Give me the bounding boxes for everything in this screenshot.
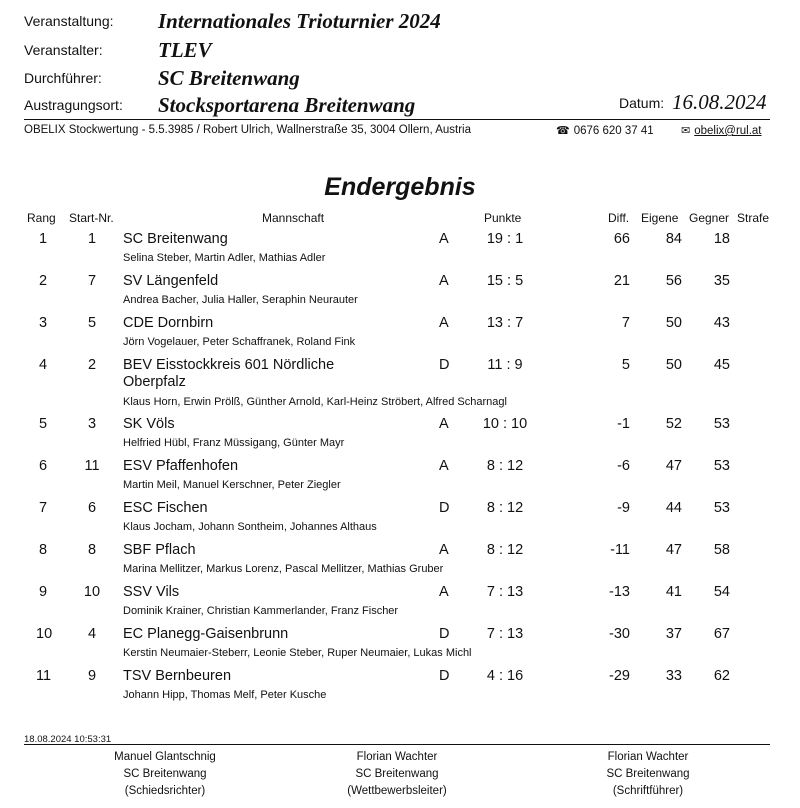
official-competition-manager: [302, 749, 492, 800]
phone-icon: ☎: [556, 125, 570, 137]
team-name-line2: Oberpfalz: [123, 374, 186, 390]
diff-cell: 21: [613, 273, 630, 289]
team-name: SBF Pflach: [123, 542, 196, 558]
start-cell: 3: [87, 416, 97, 432]
phone-contact: [556, 124, 654, 137]
start-cell: 8: [87, 542, 97, 558]
own-cell: 50: [665, 315, 682, 331]
software-info: OBELIX Stockwertung - 5.5.3985 / Robert Ulrich, Wallnerstraße 35, 3004 Ollern, Austria: [24, 124, 472, 136]
players-cell: Klaus Jocham, Johann Sontheim, Johannes Althaus: [123, 521, 377, 533]
points-cell: 7 : 13: [486, 626, 524, 642]
official-role: (Wettbewerbsleiter): [347, 785, 447, 797]
players-cell: Johann Hipp, Thomas Melf, Peter Kusche: [123, 689, 327, 701]
group-cell: D: [439, 668, 450, 684]
own-cell: 33: [665, 668, 682, 684]
page-title: Endergebnis: [324, 173, 476, 201]
group-cell: A: [439, 231, 449, 247]
points-cell: 19 : 1: [486, 231, 524, 247]
points-cell: 13 : 7: [486, 315, 524, 331]
points-cell: 11 : 9: [487, 357, 523, 373]
diff-cell: 5: [621, 357, 630, 373]
official-role: (Schiedsrichter): [124, 785, 206, 797]
group-cell: D: [439, 626, 450, 642]
print-timestamp: 18.08.2024 10:53:31: [24, 734, 112, 745]
players-cell: Klaus Horn, Erwin Prölß, Günther Arnold, Karl-Heinz Ströbert, Alfred Scharnagl: [123, 396, 507, 408]
start-cell: 5: [87, 315, 97, 331]
diff-cell: -6: [617, 458, 630, 474]
phone-number: 0676 620 37 41: [573, 125, 654, 137]
envelope-icon: ✉: [681, 125, 691, 137]
diff-cell: -30: [609, 626, 630, 642]
players-cell: Jörn Vogelauer, Peter Schaffranek, Roland Fink: [123, 336, 356, 348]
col-penalty: Strafe: [737, 211, 770, 225]
email-link[interactable]: obelix@rul.at: [694, 125, 762, 137]
start-cell: 11: [84, 458, 100, 474]
date-label: Datum:: [619, 95, 665, 111]
col-team: Mannschaft: [262, 211, 325, 225]
start-cell: 2: [87, 357, 97, 373]
rank-cell: 10: [36, 626, 53, 642]
executor-label: Durchführer:: [24, 70, 102, 86]
own-cell: 56: [665, 273, 682, 289]
rank-cell: 9: [38, 584, 48, 600]
start-cell: 9: [87, 668, 97, 684]
players-cell: Marina Mellitzer, Markus Lorenz, Pascal Mellitzer, Mathias Gruber: [123, 563, 444, 575]
diff-cell: -11: [610, 542, 630, 558]
start-cell: 4: [87, 626, 97, 642]
own-cell: 52: [665, 416, 682, 432]
organizer-name: TLEV: [158, 38, 212, 62]
rank-cell: 2: [38, 273, 48, 289]
own-cell: 47: [665, 542, 682, 558]
col-own: Eigene: [641, 211, 679, 225]
rank-cell: 5: [38, 416, 48, 432]
points-cell: 15 : 5: [486, 273, 524, 289]
team-name: CDE Dornbirn: [123, 315, 214, 331]
own-cell: 47: [665, 458, 682, 474]
event-name: Internationales Trioturnier 2024: [158, 9, 441, 33]
diff-cell: -29: [609, 668, 630, 684]
opp-cell: 53: [713, 416, 730, 432]
team-name: SK Völs: [123, 416, 175, 432]
footer-rule: [24, 744, 770, 745]
email-contact: [681, 124, 762, 137]
team-name: SC Breitenwang: [123, 231, 228, 247]
header-rule: [24, 119, 770, 120]
event-label: Veranstaltung:: [24, 13, 114, 29]
group-cell: A: [439, 315, 449, 331]
rank-cell: 8: [38, 542, 48, 558]
team-name: ESV Pfaffenhofen: [123, 458, 239, 474]
players-cell: Kerstin Neumaier-Steberr, Leonie Steber, Ruper Neumaier, Lukas Michl: [123, 647, 472, 659]
date-value: 16.08.2024: [672, 90, 767, 114]
official-secretary: [553, 749, 743, 800]
official-referee: [70, 749, 260, 800]
diff-cell: -1: [617, 416, 630, 432]
own-cell: 84: [665, 231, 682, 247]
team-name: BEV Eisstockkreis 601 Nördliche: [123, 357, 335, 373]
start-cell: 6: [87, 500, 97, 516]
group-cell: A: [439, 273, 449, 289]
official-name: Florian Wachter: [607, 751, 689, 763]
col-rank: Rang: [27, 211, 56, 225]
group-cell: A: [439, 458, 449, 474]
opp-cell: 67: [713, 626, 730, 642]
rank-cell: 1: [38, 231, 48, 247]
points-cell: 8 : 12: [486, 458, 524, 474]
col-opp: Gegner: [689, 211, 730, 225]
group-cell: D: [439, 500, 450, 516]
diff-cell: 66: [613, 231, 630, 247]
opp-cell: 62: [713, 668, 730, 684]
col-diff: Diff.: [608, 211, 630, 225]
own-cell: 41: [665, 584, 682, 600]
group-cell: A: [439, 584, 449, 600]
opp-cell: 53: [713, 500, 730, 516]
organizer-label: Veranstalter:: [24, 42, 103, 58]
group-cell: A: [439, 542, 449, 558]
team-name: EC Planegg-Gaisenbrunn: [123, 626, 289, 642]
own-cell: 50: [665, 357, 682, 373]
points-cell: 8 : 12: [486, 500, 524, 516]
official-name: Manuel Glantschnig: [114, 751, 216, 763]
diff-cell: -9: [617, 500, 630, 516]
team-name: SSV Vils: [123, 584, 180, 600]
opp-cell: 43: [713, 315, 730, 331]
rank-cell: 7: [38, 500, 48, 516]
diff-cell: -13: [609, 584, 630, 600]
players-cell: Helfried Hübl, Franz Müssigang, Günter Mayr: [123, 437, 345, 449]
start-cell: 10: [83, 584, 101, 600]
rank-cell: 3: [38, 315, 48, 331]
executor-name: SC Breitenwang: [158, 66, 300, 90]
players-cell: Dominik Krainer, Christian Kammerlander, Franz Fischer: [123, 605, 399, 617]
opp-cell: 53: [713, 458, 730, 474]
opp-cell: 58: [713, 542, 730, 558]
own-cell: 44: [665, 500, 682, 516]
official-name: Florian Wachter: [356, 751, 438, 763]
points-cell: 4 : 16: [486, 668, 524, 684]
opp-cell: 35: [713, 273, 730, 289]
team-name: SV Längenfeld: [123, 273, 219, 289]
points-cell: 8 : 12: [486, 542, 524, 558]
players-cell: Andrea Bacher, Julia Haller, Seraphin Neurauter: [123, 294, 358, 306]
start-cell: 1: [87, 231, 97, 247]
official-club: SC Breitenwang: [606, 768, 690, 780]
team-name: ESC Fischen: [123, 500, 208, 516]
own-cell: 37: [665, 626, 682, 642]
rank-cell: 6: [38, 458, 48, 474]
opp-cell: 45: [713, 357, 730, 373]
points-cell: 10 : 10: [482, 416, 528, 432]
col-points: Punkte: [484, 211, 522, 225]
official-club: SC Breitenwang: [123, 768, 207, 780]
players-cell: Martin Meil, Manuel Kerschner, Peter Ziegler: [123, 479, 341, 491]
start-cell: 7: [87, 273, 97, 289]
players-cell: Selina Steber, Martin Adler, Mathias Adler: [123, 252, 326, 264]
venue-name: Stocksportarena Breitenwang: [158, 93, 416, 117]
venue-label: Austragungsort:: [24, 97, 123, 113]
group-cell: A: [439, 416, 449, 432]
official-role: (Schriftführer): [612, 785, 684, 797]
rank-cell: 4: [38, 357, 48, 373]
rank-cell: 11: [36, 668, 52, 684]
opp-cell: 18: [713, 231, 730, 247]
group-cell: D: [439, 357, 450, 373]
opp-cell: 54: [713, 584, 730, 600]
points-cell: 7 : 13: [486, 584, 524, 600]
official-club: SC Breitenwang: [355, 768, 439, 780]
col-start: Start-Nr.: [69, 211, 114, 225]
diff-cell: 7: [621, 315, 630, 331]
team-name: TSV Bernbeuren: [123, 668, 232, 684]
